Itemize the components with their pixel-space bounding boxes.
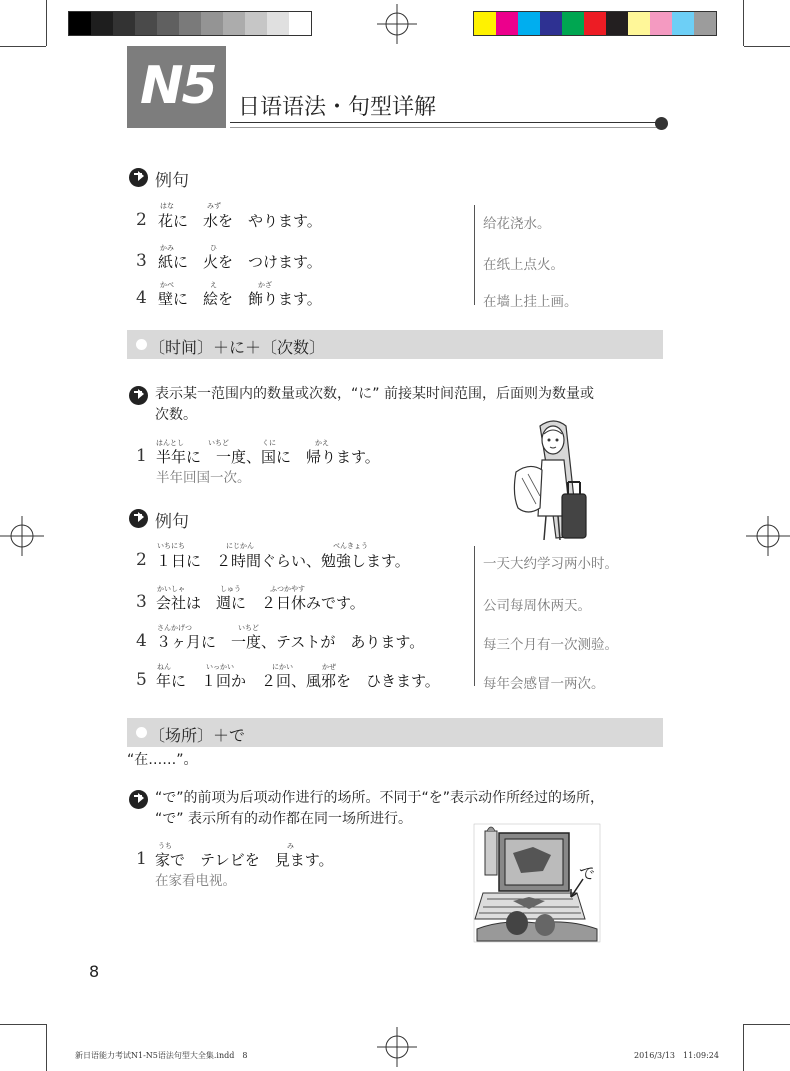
color-swatch — [606, 12, 628, 35]
furigana: うち — [158, 842, 172, 850]
example-translation: 在家看电视。 — [155, 873, 236, 889]
furigana: くに — [262, 439, 276, 447]
example-japanese: 花に 水を やります。 — [158, 212, 322, 230]
example-number: 4 — [136, 288, 147, 308]
furigana: ひ — [210, 244, 217, 252]
example-translation: 公司每周休两天。 — [483, 598, 591, 614]
gray-swatch — [245, 12, 267, 35]
traveler-illustration-icon — [500, 416, 608, 544]
example-translation: 给花浇水。 — [483, 216, 551, 232]
crop-mark — [46, 1024, 47, 1071]
gray-swatch — [289, 12, 311, 35]
color-swatch — [562, 12, 584, 35]
level-label: N5 — [140, 56, 216, 116]
gray-swatch — [157, 12, 179, 35]
color-swatch — [496, 12, 518, 35]
color-swatch — [694, 12, 716, 35]
example-number: 3 — [136, 251, 147, 271]
furigana: いちにち — [157, 542, 185, 550]
furigana: はな — [160, 202, 174, 210]
furigana: かみ — [160, 244, 174, 252]
crop-mark — [0, 46, 46, 47]
furigana: みず — [207, 202, 221, 210]
furigana: いちど — [238, 624, 259, 632]
gray-swatch — [69, 12, 91, 35]
color-swatch — [474, 12, 496, 35]
example-japanese: ３ヶ月に 一度、テストが あります。 — [156, 633, 425, 651]
furigana: ふつかやす — [270, 585, 305, 593]
arrow-icon — [129, 509, 148, 528]
example-heading: 例句 — [155, 171, 189, 191]
furigana: え — [210, 281, 217, 289]
furigana: にかい — [272, 663, 293, 671]
example-translation: 一天大约学习两小时。 — [483, 556, 618, 572]
furigana: いっかい — [206, 663, 234, 671]
furigana: かべ — [160, 281, 174, 289]
explanation-line: “で”的前项为后项动作进行的场所。不同于“を”表示动作所经过的场所， — [155, 790, 605, 806]
furigana: しゅう — [220, 585, 241, 593]
furigana: はんとし — [156, 439, 184, 447]
section-title: 〔场所〕＋で — [149, 726, 246, 745]
furigana: かざ — [258, 281, 272, 289]
example-heading: 例句 — [155, 512, 189, 532]
color-swatch — [628, 12, 650, 35]
furigana: かいしゃ — [157, 585, 185, 593]
gray-swatch — [113, 12, 135, 35]
footer-timestamp: 2016/3/13 11:09:24 — [634, 1051, 719, 1060]
example-number: 4 — [136, 631, 147, 651]
section-title: 〔时间〕＋に＋〔次数〕 — [149, 338, 326, 357]
gray-swatch — [135, 12, 157, 35]
furigana: にじかん — [226, 542, 254, 550]
example-translation: 在墙上挂上画。 — [483, 294, 578, 310]
color-swatch — [540, 12, 562, 35]
arrow-icon — [129, 790, 148, 809]
color-swatch — [650, 12, 672, 35]
example-translation: 每年会感冒一两次。 — [483, 676, 605, 692]
footer-filename: 新日语能力考试N1-N5语法句型大全集.indd 8 — [75, 1051, 248, 1060]
gray-swatch — [91, 12, 113, 35]
gray-swatch — [223, 12, 245, 35]
arrow-icon — [129, 168, 148, 187]
furigana: いちど — [208, 439, 229, 447]
explanation-line: “で” 表示所有的动作都在同一场所进行。 — [155, 811, 412, 827]
furigana: かぜ — [322, 663, 336, 671]
example-number: 1 — [136, 849, 147, 869]
crop-mark — [744, 46, 790, 47]
color-calibration-bar — [473, 11, 717, 36]
color-swatch — [584, 12, 606, 35]
example-japanese: 紙に 火を つけます。 — [158, 253, 322, 271]
color-swatch — [672, 12, 694, 35]
furigana: さんかげつ — [157, 624, 192, 632]
bullet-dot — [136, 339, 147, 350]
example-number: 5 — [136, 670, 147, 690]
furigana: べんきょう — [333, 542, 368, 550]
furigana: ねん — [157, 663, 171, 671]
header-rule — [230, 122, 662, 123]
header-dot — [655, 117, 668, 130]
example-number: 2 — [136, 210, 147, 230]
registration-mark-right-icon — [746, 516, 790, 556]
page-number: 8 — [89, 962, 100, 981]
header-rule — [230, 127, 662, 128]
example-translation: 半年回国一次。 — [156, 470, 251, 486]
gray-swatch — [201, 12, 223, 35]
example-number: 3 — [136, 592, 147, 612]
example-translation: 每三个月有一次测验。 — [483, 637, 618, 653]
crop-mark — [46, 0, 47, 46]
example-translation: 在纸上点火。 — [483, 257, 564, 273]
example-japanese: １日に ２時間ぐらい、勉強します。 — [156, 552, 410, 570]
gray-swatch — [267, 12, 289, 35]
column-divider — [474, 205, 475, 305]
example-japanese: 年に １回か ２回、風邪を ひきます。 — [156, 672, 440, 690]
registration-mark-left-icon — [0, 516, 44, 556]
bullet-dot — [136, 727, 147, 738]
crop-mark — [744, 1024, 790, 1025]
crop-mark — [0, 1024, 46, 1025]
gray-swatch — [179, 12, 201, 35]
example-japanese: 半年に 一度、国に 帰ります。 — [156, 448, 380, 466]
illustration-label: で — [579, 864, 596, 883]
meaning-text: “在……”。 — [127, 752, 198, 768]
column-divider — [474, 546, 475, 686]
registration-mark-bottom-icon — [377, 1027, 417, 1067]
example-japanese: 会社は 週に ２日休みです。 — [156, 594, 365, 612]
explanation-line: 表示某一范围内的数量或次数，“に” 前接某时间范围，后面则为数量或 — [155, 386, 594, 402]
color-swatch — [518, 12, 540, 35]
explanation-line: 次数。 — [155, 407, 197, 423]
page-title: 日语语法・句型详解 — [238, 95, 437, 120]
section-band — [127, 330, 663, 359]
example-number: 1 — [136, 446, 147, 466]
example-japanese: 家で テレビを 見ます。 — [155, 851, 334, 869]
section-band — [127, 718, 663, 747]
furigana: み — [287, 842, 294, 850]
example-number: 2 — [136, 550, 147, 570]
registration-mark-top-icon — [377, 4, 417, 44]
furigana: かえ — [315, 439, 329, 447]
arrow-icon — [129, 386, 148, 405]
example-japanese: 壁に 絵を 飾ります。 — [158, 290, 322, 308]
crop-mark — [743, 0, 744, 46]
grayscale-calibration-bar — [68, 11, 312, 36]
tv-room-illustration-icon — [473, 823, 601, 943]
crop-mark — [743, 1024, 744, 1071]
